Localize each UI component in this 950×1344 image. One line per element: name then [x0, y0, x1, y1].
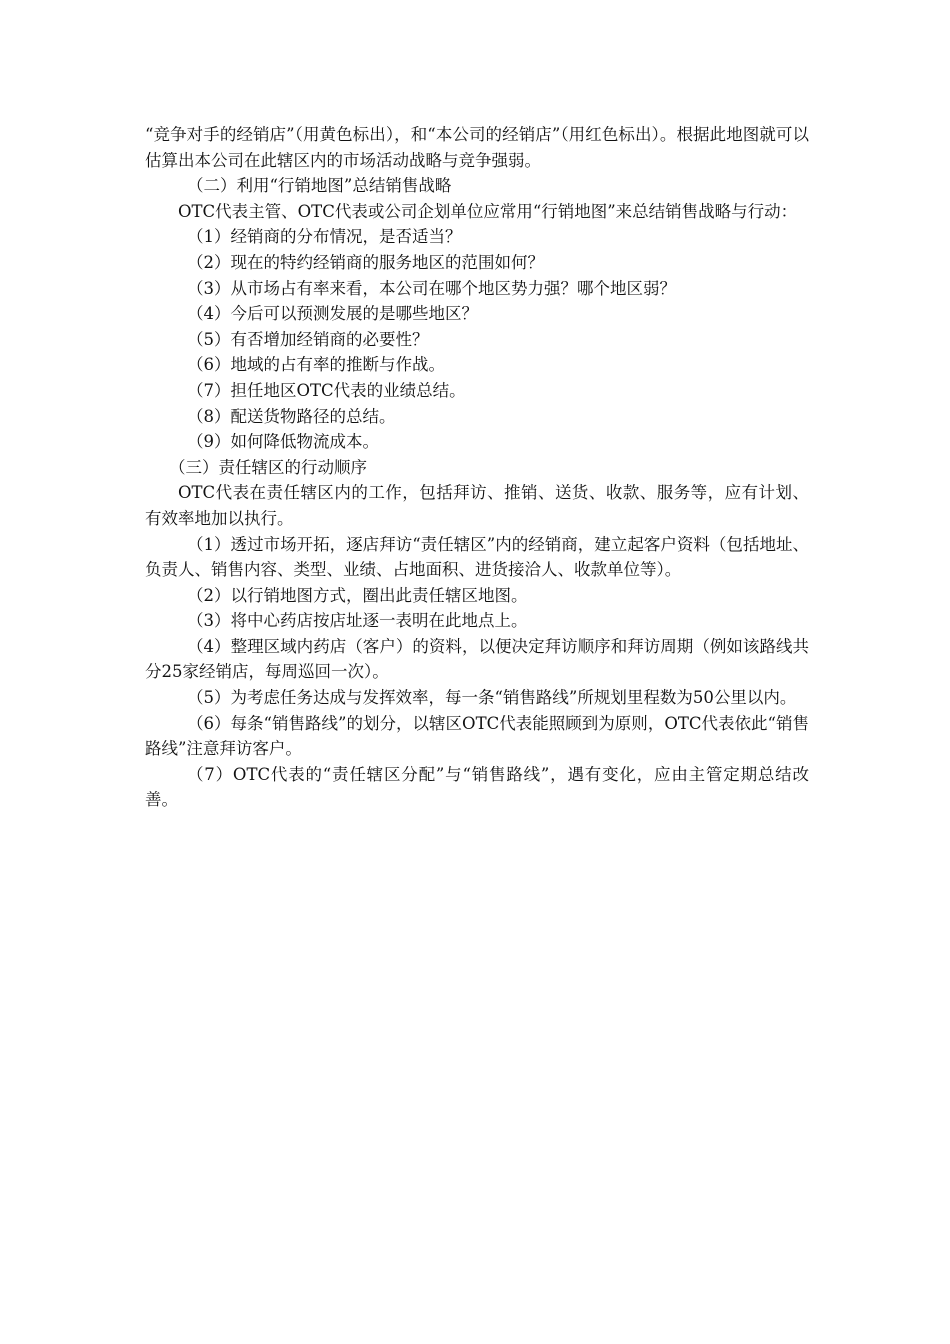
- list-item: （3）将中心药店按店址逐一表明在此地点上。: [187, 611, 528, 631]
- list-item: （2）以行销地图方式，圈出此责任辖区地图。: [187, 585, 528, 605]
- list-item: （5）为考虑任务达成与发挥效率，每一条“销售路线”所规划里程数为50公里以内。: [187, 688, 797, 708]
- list-item: （6）地域的占有率的推断与作战。: [187, 355, 445, 375]
- paragraph: OTC代表主管、OTC代表或公司企划单位应常用“行销地图”来总结销售战略与行动：: [178, 201, 798, 221]
- list-item: （1）透过市场开拓，逐店拜访“责任辖区”内的经销商，建立起客户资料（包括地址、负责人、销售内容、类型、业绩、占地面积、进货接洽人、收款单位等）。: [145, 534, 809, 580]
- list-item: （4）整理区域内药店（客户）的资料，以便决定拜访顺序和拜访周期（例如该路线共分25家经销店，每周巡回一次）。: [145, 636, 809, 682]
- list-item: （6）每条“销售路线”的划分，以辖区OTC代表能照顾到为原则，OTC代表依此“销售路线”注意拜访客户。: [145, 713, 809, 759]
- list-item: （1）经销商的分布情况，是否适当？: [187, 227, 462, 247]
- list-item: （9）如何降低物流成本。: [187, 432, 379, 452]
- section-heading: （三）责任辖区的行动顺序: [169, 457, 367, 477]
- list-item: （4）今后可以预测发展的是哪些地区？: [187, 304, 478, 324]
- list-item: （8）配送货物路径的总结。: [187, 406, 396, 426]
- paragraph: “竞争对手的经销店”（用黄色标出），和“本公司的经销店”（用红色标出）。根据此地图就可以估算出本公司在此辖区内的市场活动战略与竞争强弱。: [145, 125, 809, 170]
- paragraph: OTC代表在责任辖区内的工作，包括拜访、推销、送货、收款、服务等，应有计划、有效率地加以执行。: [145, 483, 809, 528]
- document-body: [145, 122, 809, 813]
- list-item: （3）从市场占有率来看，本公司在哪个地区势力强？哪个地区弱？: [187, 278, 676, 298]
- list-item: （7）担任地区OTC代表的业绩总结。: [187, 380, 466, 400]
- list-item: （7）OTC代表的“责任辖区分配”与“销售路线”，遇有变化，应由主管定期总结改善。: [145, 764, 809, 810]
- section-heading: （二）利用“行销地图”总结销售战略: [187, 176, 452, 196]
- list-item: （2）现在的特约经销商的服务地区的范围如何？: [187, 252, 544, 272]
- list-item: （5）有否增加经销商的必要性？: [187, 329, 429, 349]
